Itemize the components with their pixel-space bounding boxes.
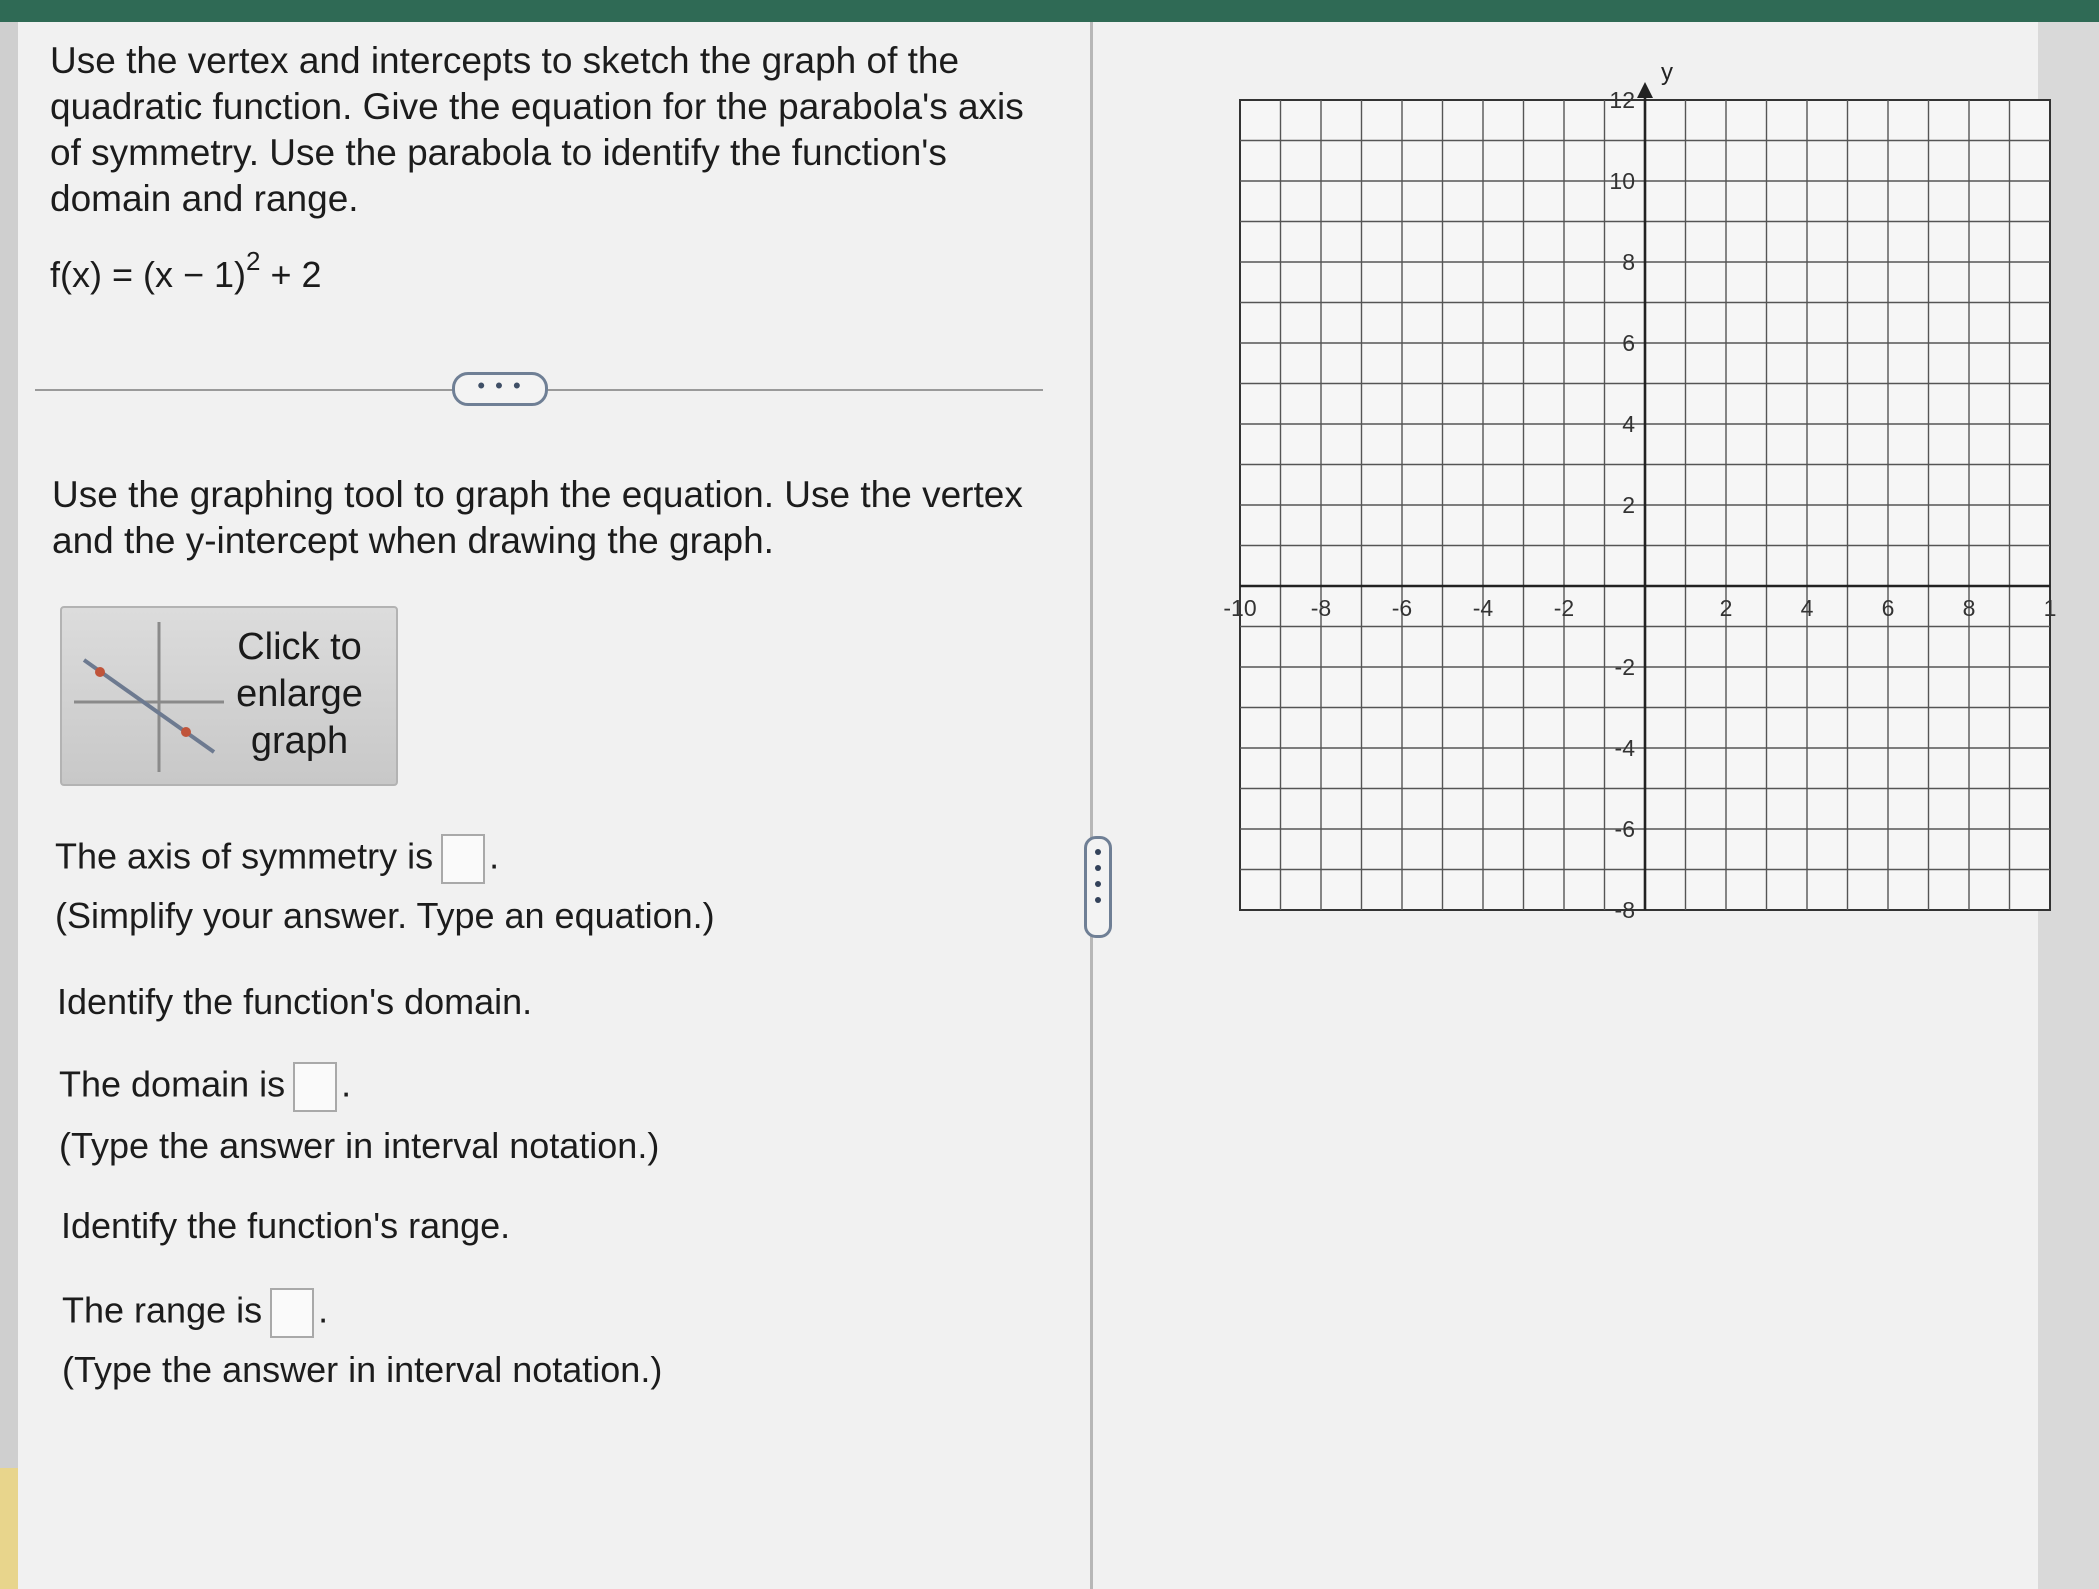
y-tick-label: -2 <box>1614 654 1635 680</box>
x-tick-label: 2 <box>1719 595 1733 621</box>
formula-lhs: f(x) = (x − 1) <box>50 254 247 295</box>
axis-answer-input[interactable] <box>441 834 485 884</box>
formula-rhs: + 2 <box>260 254 322 295</box>
y-tick-label: 4 <box>1622 411 1635 437</box>
y-axis-label: y <box>1661 59 1673 86</box>
expand-more-button[interactable]: • • • <box>452 372 548 406</box>
y-tick-label: -8 <box>1614 897 1635 923</box>
range-answer-input[interactable] <box>270 1288 314 1338</box>
left-edge-highlight <box>0 1468 18 1589</box>
domain-heading: Identify the function's domain. <box>57 981 533 1022</box>
period: . <box>489 835 500 877</box>
y-tick-label: 10 <box>1609 168 1635 194</box>
enlarge-graph-label <box>222 624 377 765</box>
range-question <box>62 1288 328 1338</box>
domain-answer-input[interactable] <box>293 1062 337 1112</box>
period: . <box>318 1289 329 1331</box>
domain-question <box>59 1062 351 1112</box>
prompt-line: of symmetry. Use the parabola to identify the function's <box>50 132 947 173</box>
domain-hint: (Type the answer in interval notation.) <box>59 1125 660 1166</box>
y-tick-label: -4 <box>1614 735 1635 761</box>
graph-thumbnail-icon <box>74 622 224 772</box>
range-heading: Identify the function's range. <box>61 1205 511 1246</box>
prompt-line: domain and range. <box>50 178 359 219</box>
top-bar <box>0 0 2099 22</box>
range-hint: (Type the answer in interval notation.) <box>62 1349 663 1390</box>
panel-splitter <box>1090 22 1093 1589</box>
axis-question <box>55 834 499 884</box>
instruction-line: Use the graphing tool to graph the equation. Use the vertex <box>52 474 1023 515</box>
question-prompt <box>50 38 1050 222</box>
domain-prefix: The domain is <box>59 1063 286 1105</box>
y-axis-arrow-icon <box>1637 82 1653 98</box>
enlarge-label-line: graph <box>250 720 349 762</box>
period: . <box>341 1063 352 1105</box>
axis-hint: (Simplify your answer. Type an equation.) <box>55 895 715 936</box>
instruction-line: and the y-intercept when drawing the graph. <box>52 520 774 561</box>
range-prefix: The range is <box>62 1289 263 1331</box>
function-formula <box>50 246 322 296</box>
y-tick-label: 12 <box>1609 87 1635 113</box>
x-tick-label: 4 <box>1800 595 1814 621</box>
prompt-line: Use the vertex and intercepts to sketch the graph of the <box>50 40 960 81</box>
y-tick-label: -6 <box>1614 816 1635 842</box>
y-tick-label: 8 <box>1622 249 1635 275</box>
prompt-line: quadratic function. Give the equation for the parabola's axis <box>50 86 1024 127</box>
enlarge-label-line: Click to <box>237 626 362 668</box>
axis-prefix: The axis of symmetry is <box>55 835 434 877</box>
x-tick-label: -2 <box>1553 595 1575 621</box>
coordinate-graph[interactable] <box>1180 40 2060 940</box>
x-tick-label: -10 <box>1223 595 1257 621</box>
y-tick-label: 2 <box>1622 492 1635 518</box>
graph-instructions <box>52 472 1052 564</box>
x-tick-label: -8 <box>1310 595 1332 621</box>
splitter-handle[interactable] <box>1084 836 1112 938</box>
formula-exponent: 2 <box>246 246 261 276</box>
enlarge-label-line: enlarge <box>236 673 363 715</box>
x-tick-label: 6 <box>1881 595 1895 621</box>
y-tick-label: 6 <box>1622 330 1635 356</box>
x-tick-label: 1 <box>2043 595 2057 621</box>
left-edge <box>0 22 18 1468</box>
enlarge-graph-button[interactable] <box>60 606 398 786</box>
x-tick-label: 8 <box>1962 595 1976 621</box>
x-tick-label: -4 <box>1472 595 1494 621</box>
x-tick-label: -6 <box>1391 595 1413 621</box>
